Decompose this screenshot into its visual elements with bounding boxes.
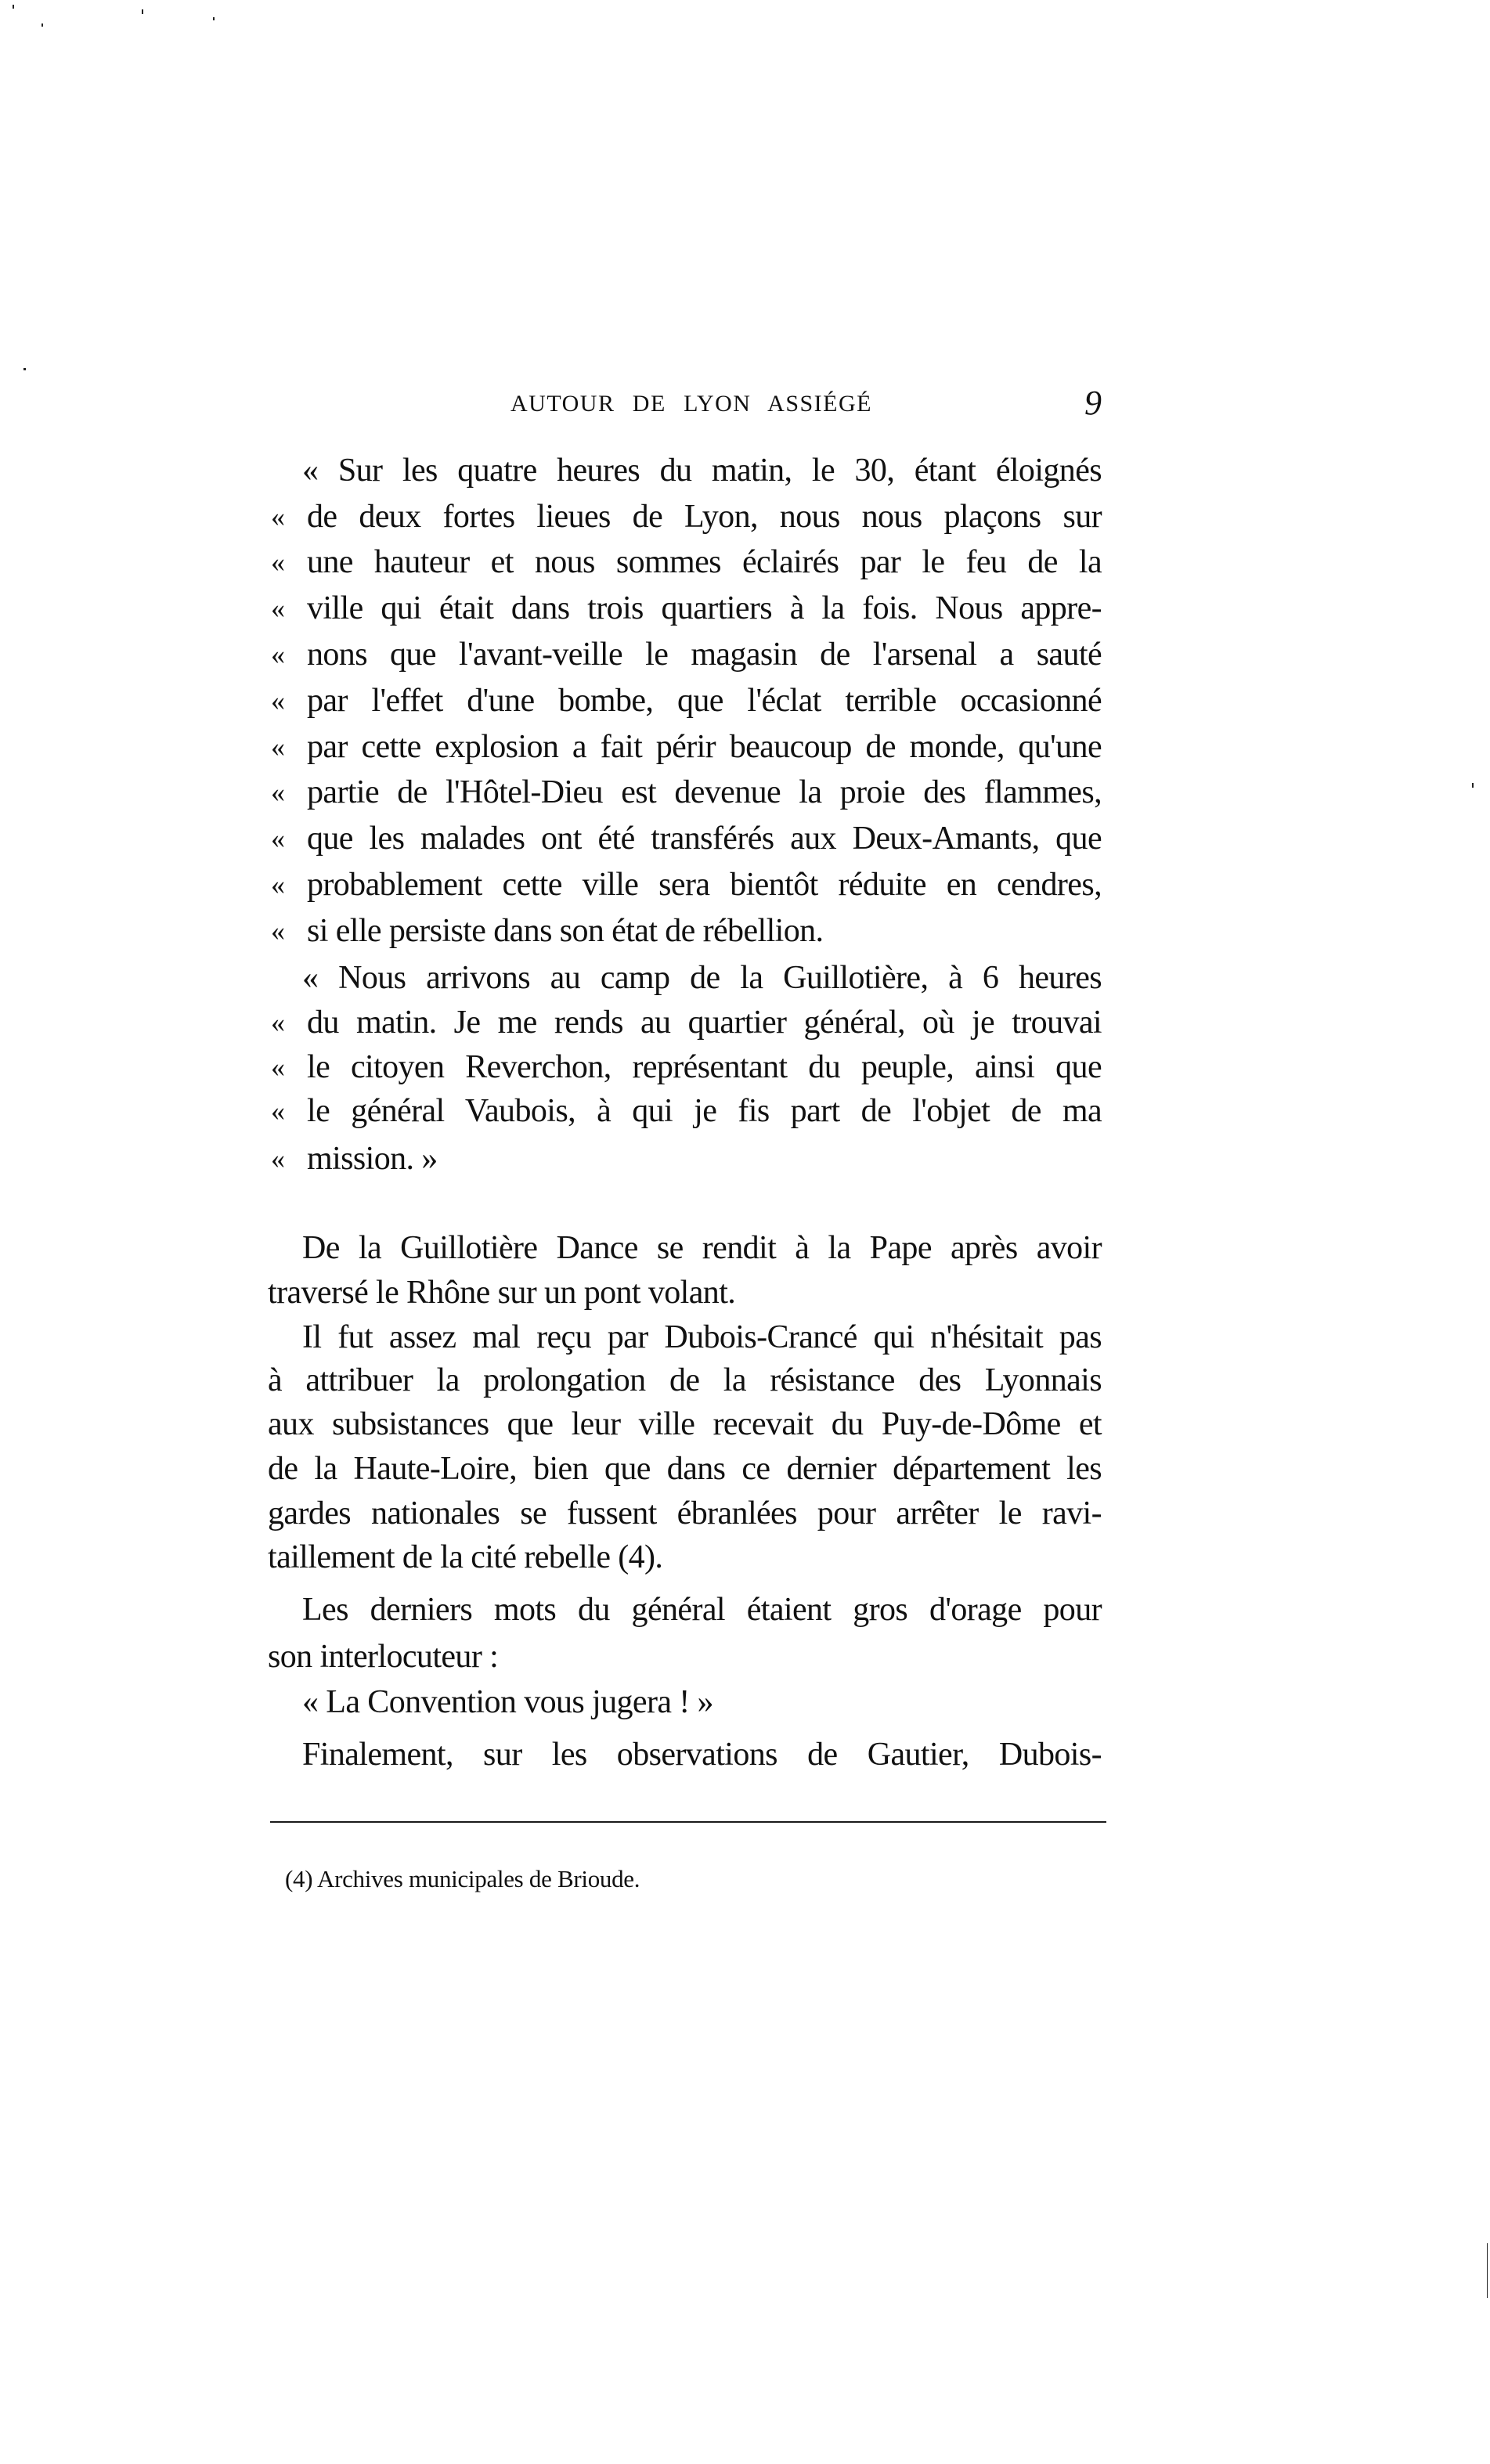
guillemet-mark: « — [271, 547, 285, 578]
scan-speck — [13, 5, 14, 9]
quote-line: probablement cette ville sera bientôt réduite en cendres, — [307, 867, 1102, 903]
scan-speck — [23, 368, 26, 370]
guillemet-mark: « — [271, 1143, 285, 1174]
paragraph-line: aux subsistances que leur ville recevait du Puy-de-Dôme et — [268, 1406, 1102, 1442]
page-number: 9 — [1084, 384, 1102, 422]
guillemet-mark: « — [271, 731, 285, 763]
footnote: (4) Archives municipales de Brioude. — [285, 1865, 640, 1892]
guillemet-mark: « — [271, 685, 285, 716]
quote-line: par l'effet d'une bombe, que l'éclat terrible occasionné — [307, 683, 1102, 719]
scan-speck — [142, 9, 143, 14]
guillemet-mark: « — [271, 777, 285, 808]
guillemet-mark: « — [271, 915, 285, 947]
paragraph-line: Les derniers mots du général étaient gros d'orage pour — [302, 1592, 1102, 1628]
quote-line: une hauteur et nous sommes éclairés par le feu de la — [307, 544, 1102, 580]
quote-line: mission. » — [307, 1141, 438, 1177]
quote-line: par cette explosion a fait périr beaucoup de monde, qu'une — [307, 729, 1102, 765]
guillemet-mark: « — [271, 1007, 285, 1038]
quote-line: si elle persiste dans son état de rébellion. — [307, 913, 824, 949]
guillemet-mark: « — [271, 639, 285, 670]
quote-line: le citoyen Reverchon, représentant du peuple, ainsi que — [307, 1049, 1102, 1085]
paragraph-line: gardes nationales se fussent ébranlées pour arrêter le ravi- — [268, 1495, 1102, 1531]
paragraph-line: De la Guillotière Dance se rendit à la Pape après avoir — [302, 1230, 1102, 1266]
quote-line: « Sur les quatre heures du matin, le 30, étant éloignés — [302, 453, 1102, 489]
guillemet-mark: « — [271, 593, 285, 624]
quote-line: le général Vaubois, à qui je fis part de l'objet de ma — [307, 1093, 1102, 1129]
quote-line: partie de l'Hôtel-Dieu est devenue la proie des flammes, — [307, 774, 1102, 810]
guillemet-mark: « — [271, 1052, 285, 1083]
scan-speck — [1472, 783, 1474, 788]
paragraph-line: traversé le Rhône sur un pont volant. — [268, 1275, 736, 1311]
paragraph-line: taillement de la cité rebelle (4). — [268, 1539, 663, 1575]
quote-line: de deux fortes lieues de Lyon, nous nous plaçons sur — [307, 499, 1102, 535]
guillemet-mark: « — [271, 869, 285, 900]
paragraph-line: son interlocuteur : — [268, 1639, 499, 1675]
paragraph-line: Il fut assez mal reçu par Dubois-Crancé qui n'hésitait pas — [302, 1319, 1102, 1355]
paragraph-line: de la Haute-Loire, bien que dans ce dernier département les — [268, 1451, 1102, 1487]
quote-line: ville qui était dans trois quartiers à la fois. Nous appre- — [307, 590, 1102, 626]
scan-speck — [1487, 2243, 1488, 2298]
quote-line: « Nous arrivons au camp de la Guillotière, à 6 heures — [302, 960, 1102, 996]
quotation-line: « La Convention vous jugera ! » — [302, 1684, 713, 1720]
quote-line: que les malades ont été transférés aux Deux-Amants, que — [307, 821, 1102, 857]
quote-line: du matin. Je me rends au quartier général, où je trouvai — [307, 1005, 1102, 1041]
footnote-separator — [270, 1821, 1106, 1823]
quote-line: nons que l'avant-veille le magasin de l'arsenal a sauté — [307, 637, 1102, 673]
scan-speck — [213, 17, 215, 20]
scan-speck — [41, 23, 43, 27]
guillemet-mark: « — [271, 501, 285, 532]
guillemet-mark: « — [271, 823, 285, 854]
paragraph-line: à attribuer la prolongation de la résistance des Lyonnais — [268, 1362, 1102, 1398]
running-title: AUTOUR DE LYON ASSIÉGÉ — [510, 391, 872, 417]
guillemet-mark: « — [271, 1095, 285, 1127]
paragraph-line: Finalement, sur les observations de Gautier, Dubois- — [302, 1737, 1102, 1773]
